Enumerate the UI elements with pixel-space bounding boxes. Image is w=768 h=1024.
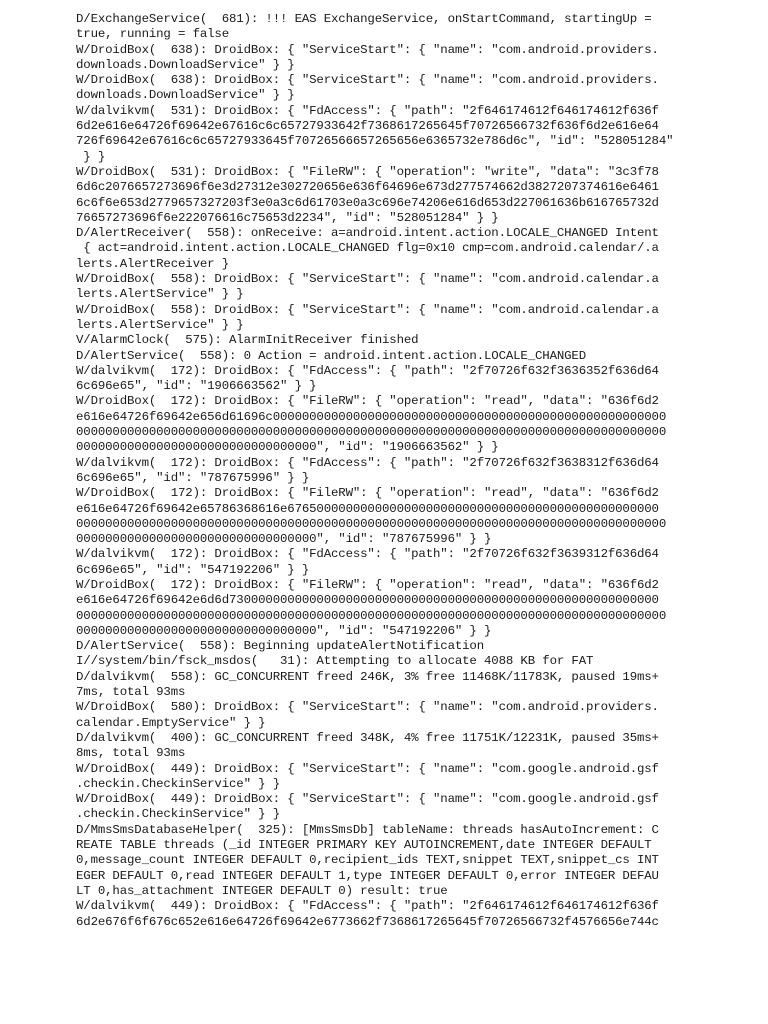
log-line: 76657273696f6e222076616c75653d2234", "id": "528051284" } } [76, 210, 499, 225]
log-line: W/dalvikvm( 172): DroidBox: { "FdAccess": { "path": "2f70726f632f3636352f636d64 [76, 363, 659, 378]
log-line: true, running = false [76, 27, 229, 42]
log-line: 000000000000000000000000000000000", "id": "1906663562" } } [76, 440, 499, 455]
log-line: .checkin.CheckinService" } } [76, 776, 280, 791]
log-line: V/AlarmClock( 575): AlarmInitReceiver finished [76, 333, 419, 348]
log-line: e616e64726f69642e65786368616e676500000000000000000000000000000000000000000000000 [76, 501, 659, 516]
log-line: 0,message_count INTEGER DEFAULT 0,recipient_ids TEXT,snippet TEXT,snippet_cs INT [76, 853, 659, 868]
log-line: W/DroidBox( 558): DroidBox: { "ServiceStart": { "name": "com.android.calendar.a [76, 302, 659, 317]
log-line: I//system/bin/fsck_msdos( 31): Attempting to allocate 4088 KB for FAT [76, 654, 594, 669]
log-line: W/DroidBox( 449): DroidBox: { "ServiceStart": { "name": "com.google.android.gsf [76, 792, 659, 807]
log-line: W/DroidBox( 172): DroidBox: { "FileRW": { "operation": "read", "data": "636f6d2 [76, 577, 659, 592]
log-line: lerts.AlertService" } } [76, 287, 244, 302]
log-line: EGER DEFAULT 0,read INTEGER DEFAULT 1,type INTEGER DEFAULT 0,error INTEGER DEFAU [76, 868, 659, 883]
log-line: { act=android.intent.action.LOCALE_CHANGED flg=0x10 cmp=com.android.calendar/.a [76, 241, 659, 256]
log-line: W/dalvikvm( 531): DroidBox: { "FdAccess": { "path": "2f646174612f646174612f636f [76, 103, 659, 118]
log-line: W/DroidBox( 172): DroidBox: { "FileRW": { "operation": "read", "data": "636f6d2 [76, 486, 659, 501]
log-line: 000000000000000000000000000000000000000000000000000000000000000000000000000000000 [76, 425, 667, 440]
log-line: W/DroidBox( 638): DroidBox: { "ServiceStart": { "name": "com.android.providers. [76, 42, 659, 57]
log-line: D/dalvikvm( 400): GC_CONCURRENT freed 348K, 4% free 11751K/12231K, paused 35ms+ [76, 730, 659, 745]
log-line: W/DroidBox( 580): DroidBox: { "ServiceStart": { "name": "com.android.providers. [76, 700, 659, 715]
log-output [76, 12, 676, 930]
log-line: W/DroidBox( 172): DroidBox: { "FileRW": { "operation": "read", "data": "636f6d2 [76, 394, 659, 409]
log-line: W/DroidBox( 531): DroidBox: { "FileRW": { "operation": "write", "data": "3c3f78 [76, 164, 659, 179]
log-line: 6c696e65", "id": "1906663562" } } [76, 379, 317, 394]
log-line: D/AlertService( 558): 0 Action = android.intent.action.LOCALE_CHANGED [76, 348, 586, 363]
log-line: downloads.DownloadService" } } [76, 88, 295, 103]
log-line: W/dalvikvm( 172): DroidBox: { "FdAccess": { "path": "2f70726f632f3638312f636d64 [76, 455, 659, 470]
log-line: downloads.DownloadService" } } [76, 57, 295, 72]
log-line: 000000000000000000000000000000000", "id": "787675996" } } [76, 532, 492, 547]
log-line: 6d2e616e64726f69642e67616c6c65727933642f7368617265645f70726566732f636f6d2e616e64 [76, 119, 659, 134]
log-line: 6c696e65", "id": "547192206" } } [76, 562, 310, 577]
log-line: 000000000000000000000000000000000000000000000000000000000000000000000000000000000 [76, 516, 667, 531]
log-line: LT 0,has_attachment INTEGER DEFAULT 0) result: true [76, 883, 448, 898]
log-line: 6d2e676f6f676c652e616e64726f69642e6773662f7368617265645f70726566732f4576656e744c [76, 914, 659, 929]
log-line: 8ms, total 93ms [76, 746, 186, 761]
log-line: W/DroidBox( 558): DroidBox: { "ServiceStart": { "name": "com.android.calendar.a [76, 272, 659, 287]
log-line: W/DroidBox( 638): DroidBox: { "ServiceStart": { "name": "com.android.providers. [76, 73, 659, 88]
log-line: e616e64726f69642e6d6d73000000000000000000000000000000000000000000000000000000000 [76, 593, 659, 608]
log-line: 6d6c2076657273696f6e3d27312e302720656e636f64696e673d277574662d3827207374616e6461 [76, 180, 659, 195]
log-line: REATE TABLE threads (_id INTEGER PRIMARY KEY AUTOINCREMENT,date INTEGER DEFAULT [76, 838, 652, 853]
log-line: } } [76, 149, 106, 164]
log-line: lerts.AlertService" } } [76, 317, 244, 332]
log-line: D/AlertReceiver( 558): onReceive: a=android.intent.action.LOCALE_CHANGED Intent [76, 226, 659, 241]
log-line: .checkin.CheckinService" } } [76, 807, 280, 822]
log-line: 000000000000000000000000000000000000000000000000000000000000000000000000000000000 [76, 608, 667, 623]
log-line: D/dalvikvm( 558): GC_CONCURRENT freed 246K, 3% free 11468K/11783K, paused 19ms+ [76, 669, 659, 684]
log-line: D/AlertService( 558): Beginning updateAlertNotification [76, 639, 484, 654]
log-line: W/dalvikvm( 449): DroidBox: { "FdAccess": { "path": "2f646174612f646174612f636f [76, 899, 659, 914]
log-line: D/MmsSmsDatabaseHelper( 325): [MmsSmsDb] tableName: threads hasAutoIncrement: C [76, 822, 659, 837]
log-line: 726f69642e67616c6c65727933645f70726566657265656e6365732e786d6c", "id": "528051284" [76, 134, 674, 149]
log-line: 000000000000000000000000000000000", "id": "547192206" } } [76, 623, 492, 638]
log-line: 6c6f6e653d2779657327203f3e0a3c6d61703e0a3c696e74206e616d653d227061636b616765732d [76, 195, 659, 210]
log-line: calendar.EmptyService" } } [76, 715, 266, 730]
log-line: D/ExchangeService( 681): !!! EAS ExchangeService, onStartCommand, startingUp = [76, 12, 652, 26]
log-line: W/dalvikvm( 172): DroidBox: { "FdAccess": { "path": "2f70726f632f3639312f636d64 [76, 547, 659, 562]
log-line: 6c696e65", "id": "787675996" } } [76, 470, 310, 485]
log-line: e616e64726f69642e656d61696c000000000000000000000000000000000000000000000000000000 [76, 409, 667, 424]
log-line: lerts.AlertReceiver } [76, 256, 229, 271]
log-line: W/DroidBox( 449): DroidBox: { "ServiceStart": { "name": "com.google.android.gsf [76, 761, 659, 776]
log-line: 7ms, total 93ms [76, 685, 186, 700]
